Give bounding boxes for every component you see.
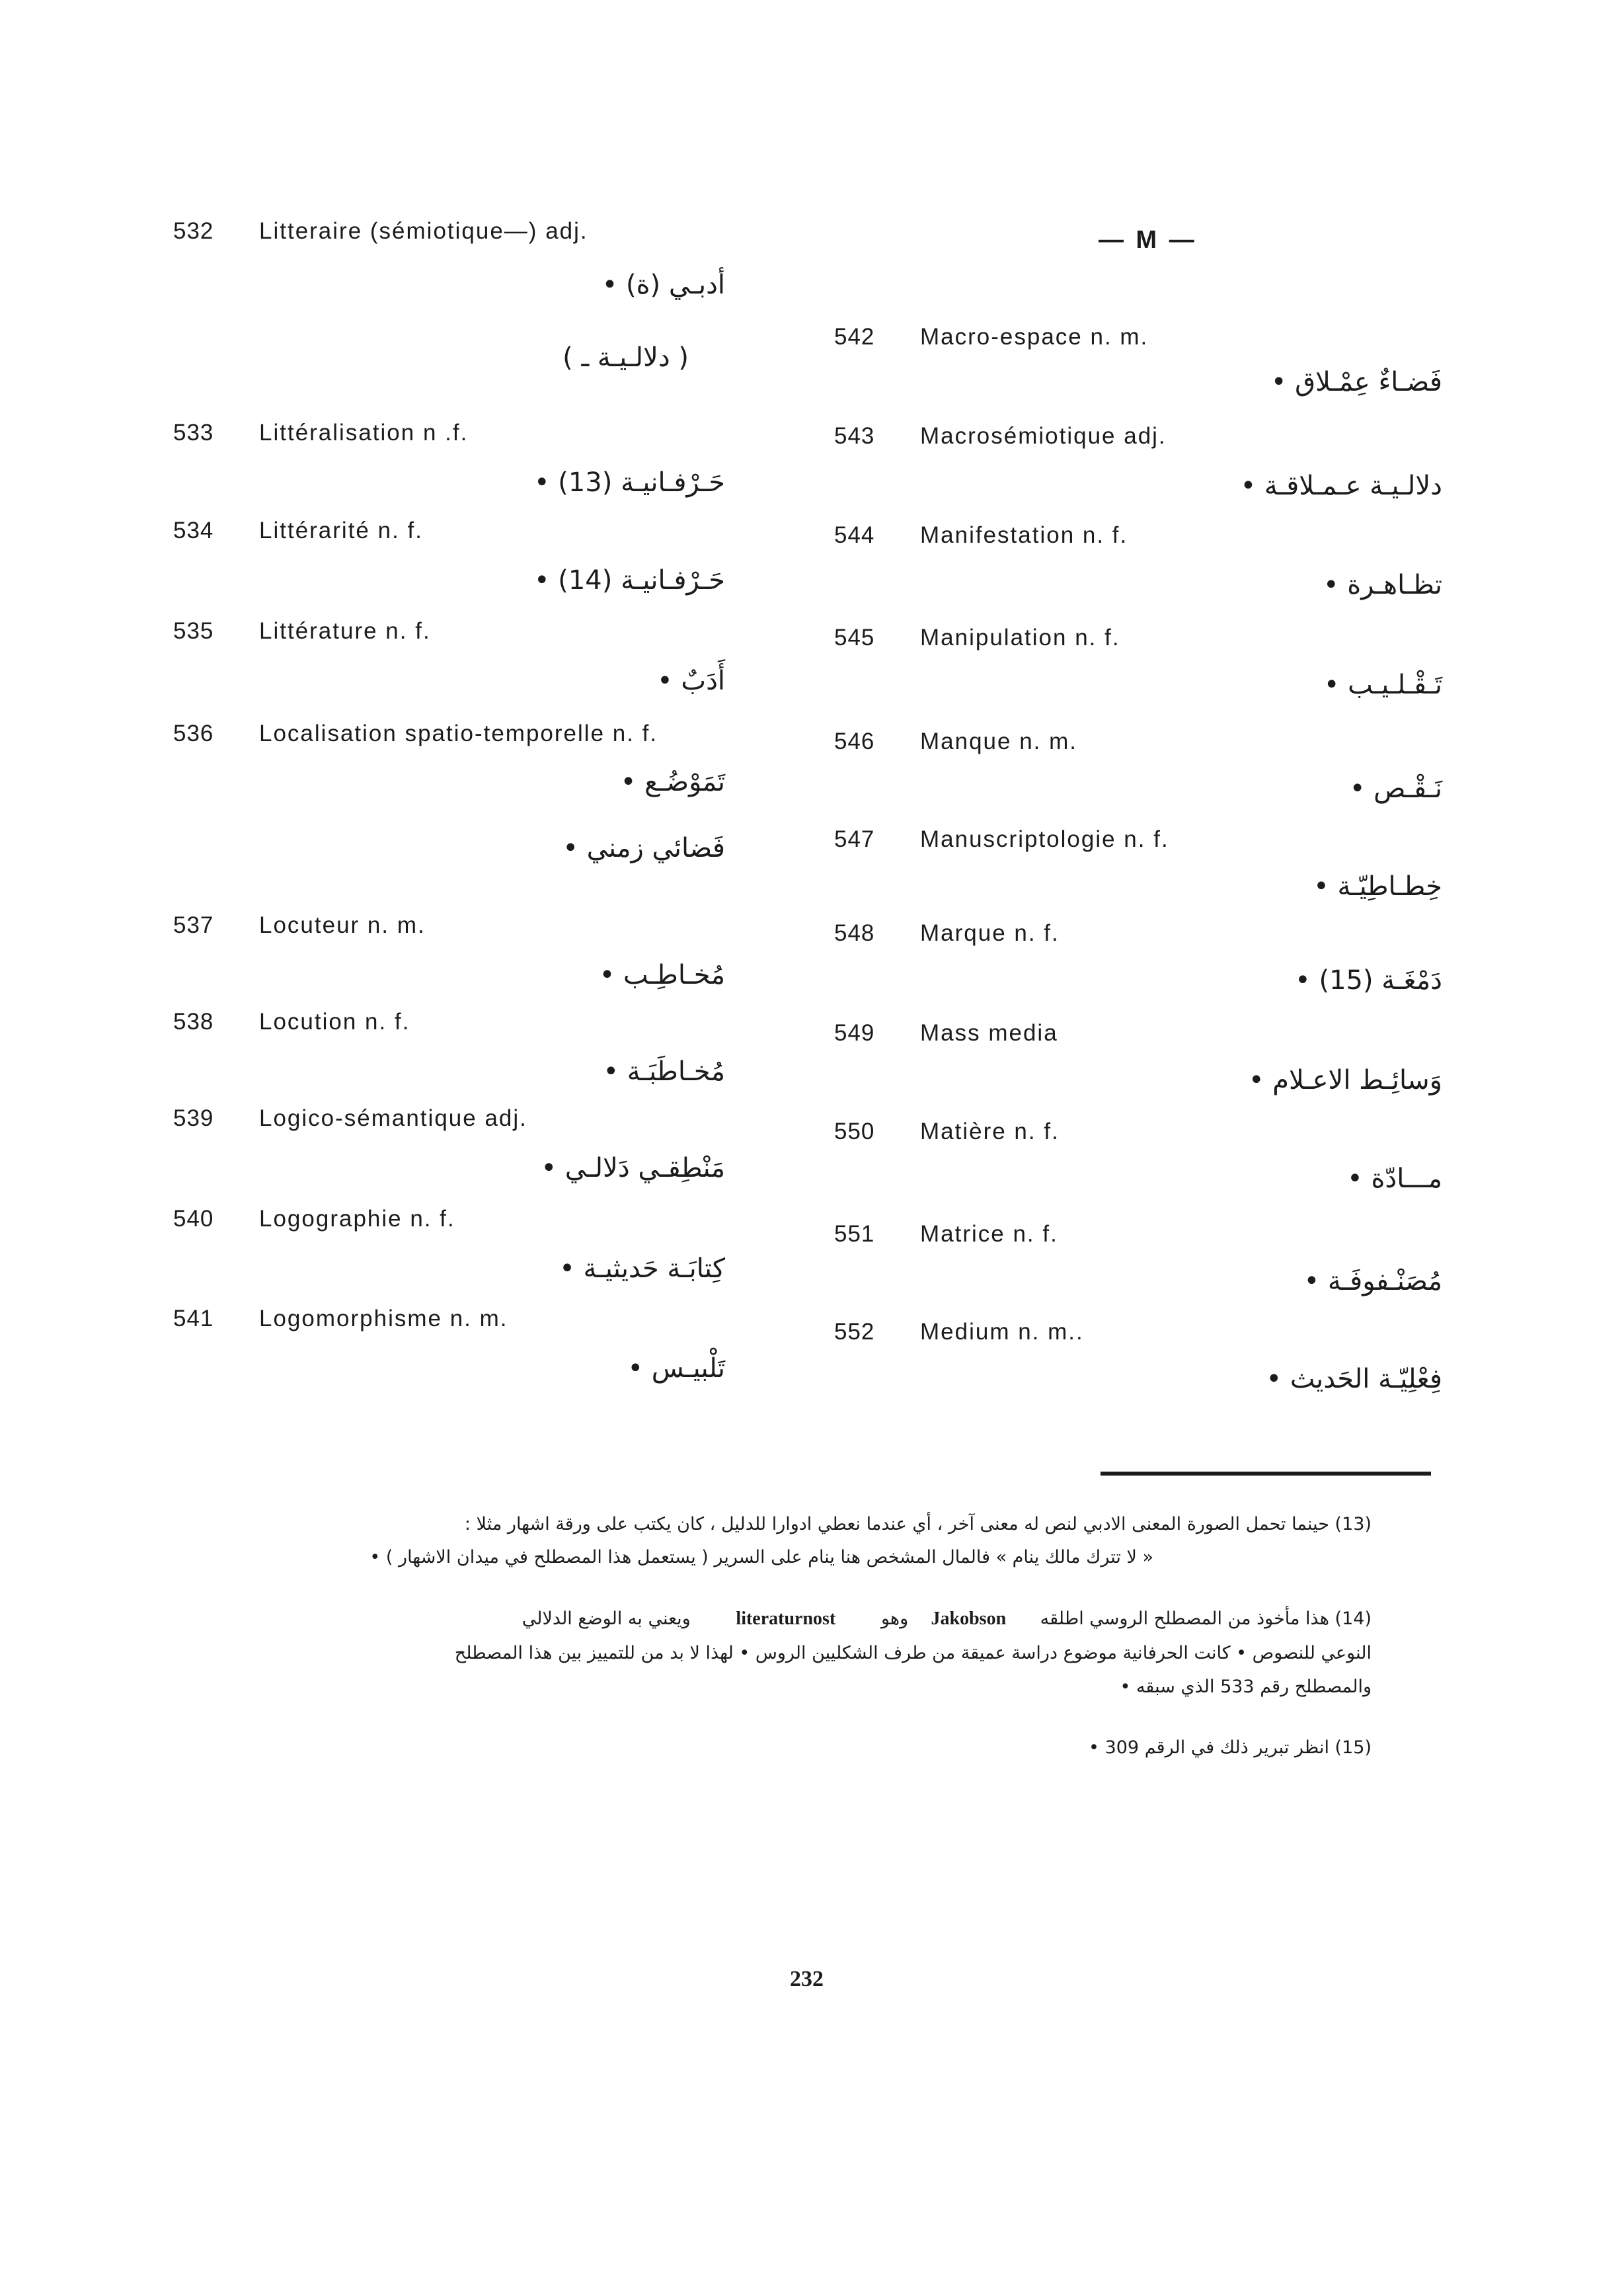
entry-number: 552 xyxy=(834,1319,875,1345)
entry-term: Litteraire (sémiotique—) adj. xyxy=(259,218,588,244)
entry-arabic: خِطـاطِيّـة • xyxy=(1313,871,1442,902)
entry-arabic: مُخـاطِـب • xyxy=(599,960,725,990)
entry-arabic: دَمْغَـة (15) • xyxy=(1295,965,1442,996)
footnote-14-text-b: وهو xyxy=(880,1608,909,1629)
footnote-14-text-c: ويعني به الوضع الدلالي xyxy=(522,1608,691,1629)
entry-arabic: دلالـيـة عـمـلاقـة • xyxy=(1240,471,1442,501)
entry-number: 548 xyxy=(834,920,875,946)
entry-number: 550 xyxy=(834,1119,875,1144)
entry-arabic-alt: ( دلالـيـة ـ ) xyxy=(562,342,689,373)
entry-number: 535 xyxy=(173,618,214,644)
footnote-15-line-1: (15) انظر تبرير ذلك في الرقم 309 • xyxy=(1089,1737,1372,1758)
left-column xyxy=(173,218,788,1468)
entry-arabic: مَنْطِقـي دَلالـي • xyxy=(541,1153,725,1183)
entry-arabic: أدبـي (ة) • xyxy=(601,270,725,300)
entry-number: 545 xyxy=(834,625,875,651)
entry-arabic: كِتابَـة حَديثيـة • xyxy=(559,1253,725,1284)
entry-term: Littérature n. f. xyxy=(259,618,431,644)
entry-term: Manipulation n. f. xyxy=(920,625,1120,651)
entry-term: Matrice n. f. xyxy=(920,1221,1058,1247)
footnote-14-line-3: والمصطلح رقم 533 الذي سبقه • xyxy=(1120,1677,1372,1697)
entry-arabic: نَـقْـص • xyxy=(1349,773,1442,804)
entry-arabic: مـــادّة • xyxy=(1347,1164,1442,1194)
entry-term: Manque n. m. xyxy=(920,729,1077,754)
entry-arabic: فِعْلِيّـة الحَديث • xyxy=(1266,1364,1442,1394)
entry-number: 543 xyxy=(834,423,875,449)
footnote-14-latin-term: literaturnost xyxy=(736,1608,836,1629)
entry-number: 532 xyxy=(173,218,214,244)
entry-arabic: فَضـاءٌ عِمْـلاق • xyxy=(1270,367,1442,397)
footnote-14-line-2: النوعي للنصوص • كانت الحرفانية موضوع دراسة عميقة من طرف الشكليين الروس • لهذا لا بد من للتمييز بين هذا المصطلح xyxy=(454,1643,1372,1663)
entry-arabic: مُصَنْـفوفَـة • xyxy=(1303,1266,1442,1296)
footnote-divider xyxy=(1101,1472,1431,1476)
entry-arabic: حَـرْفـانيـة (14) • xyxy=(533,565,725,596)
entry-number: 539 xyxy=(173,1105,214,1131)
entry-arabic: حَـرْفـانيـة (13) • xyxy=(533,467,725,498)
entry-number: 549 xyxy=(834,1020,875,1046)
entry-number: 536 xyxy=(173,721,214,746)
entry-term: Littéralisation n .f. xyxy=(259,420,469,446)
entry-arabic-alt: فَضائي زمني • xyxy=(562,833,725,863)
entry-term: Macro-espace n. m. xyxy=(920,324,1149,350)
entry-term: Mass media xyxy=(920,1020,1058,1046)
entry-number: 540 xyxy=(173,1206,214,1232)
entry-number: 538 xyxy=(173,1009,214,1035)
footnote-13-line-1: (13) حينما تحمل الصورة المعنى الادبي لنص له معنى آخر ، أي عندما نعطي ادوارا للدليل ، كان يكتب على ورقة اشهار مثلا : xyxy=(464,1514,1372,1534)
entry-term: Logographie n. f. xyxy=(259,1206,455,1232)
entry-term: Marque n. f. xyxy=(920,920,1060,946)
entry-number: 534 xyxy=(173,518,214,543)
right-column xyxy=(834,218,1449,1468)
entry-arabic: تَـقْـلـيـب • xyxy=(1323,670,1442,700)
page-number: 232 xyxy=(790,1967,824,1991)
entry-number: 546 xyxy=(834,729,875,754)
entry-term: Littérarité n. f. xyxy=(259,518,423,543)
entry-arabic: مُخـاطَبَـة • xyxy=(603,1056,725,1087)
entry-term: Localisation spatio-temporelle n. f. xyxy=(259,721,658,746)
footnote-14-text-a: (14) هذا مأخوذ من المصطلح الروسي اطلقه xyxy=(1040,1608,1372,1629)
entry-arabic: تَمَوْضُـع • xyxy=(620,767,725,797)
entry-number: 551 xyxy=(834,1221,875,1247)
entry-arabic: تظـاهـرة • xyxy=(1323,570,1442,600)
entry-term: Manuscriptologie n. f. xyxy=(920,826,1169,852)
entry-number: 541 xyxy=(173,1306,214,1331)
entry-term: Manifestation n. f. xyxy=(920,522,1128,548)
entry-number: 533 xyxy=(173,420,214,446)
entry-arabic: تَلْبيـس • xyxy=(627,1353,725,1384)
entry-term: Locuteur n. m. xyxy=(259,912,426,938)
entry-number: 542 xyxy=(834,324,875,350)
entry-arabic: وَسائِـط الاعـلام • xyxy=(1248,1065,1442,1095)
footnote-14-latin-jakobson: Jakobson xyxy=(931,1608,1007,1629)
entry-arabic: أَدَبٌ • xyxy=(657,666,725,696)
entry-term: Locution n. f. xyxy=(259,1009,410,1035)
entry-number: 544 xyxy=(834,522,875,548)
entry-term: Logomorphisme n. m. xyxy=(259,1306,508,1331)
entry-term: Medium n. m.. xyxy=(920,1319,1084,1345)
entry-term: Logico-sémantique adj. xyxy=(259,1105,527,1131)
entry-term: Matière n. f. xyxy=(920,1119,1060,1144)
section-letter-header: — M — xyxy=(1099,226,1197,254)
footnote-13-line-2: « لا تترك مالك ينام » فالمال المشخص هنا ينام على السرير ( يستعمل هذا المصطلح في ميدان الاشهار ) • xyxy=(369,1547,1153,1567)
entry-term: Macrosémiotique adj. xyxy=(920,423,1167,449)
entry-number: 547 xyxy=(834,826,875,852)
footnote-14-line-1 xyxy=(522,1608,1372,1630)
entry-number: 537 xyxy=(173,912,214,938)
